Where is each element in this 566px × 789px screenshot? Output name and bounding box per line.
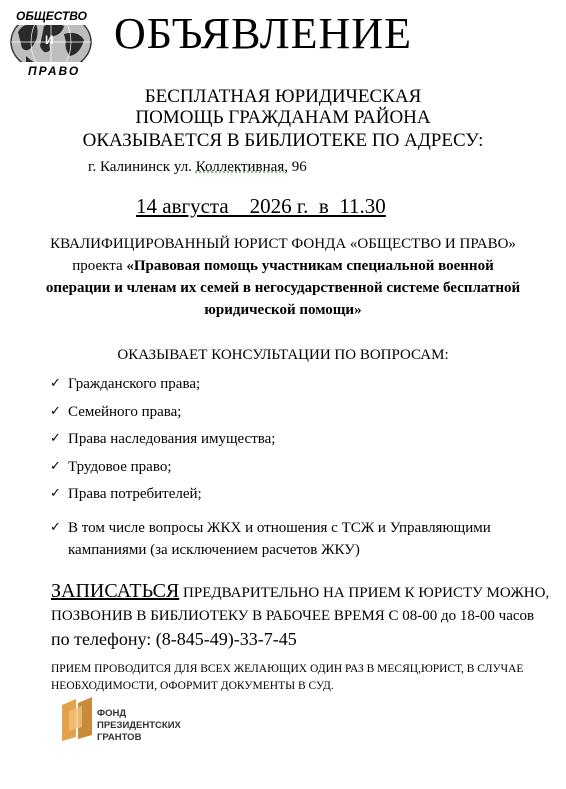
list-item xyxy=(50,428,550,456)
logo-middle-text: И xyxy=(45,33,54,47)
reception-note: ПРИЕМ ПРОВОДИТСЯ ДЛЯ ВСЕХ ЖЕЛАЮЩИХ ОДИН РАЗ В МЕСЯЦ,ЮРИСТ, В СЛУЧАЕ НЕОБХОДИМОСТИ, ОФОРМИТ ДОКУМЕНТЫ В СУД. xyxy=(51,663,524,692)
signup-lead: ЗАПИСАТЬСЯ xyxy=(51,580,180,602)
signup-text xyxy=(51,580,551,653)
list-item xyxy=(50,401,550,429)
page-title: ОБЪЯВЛЕНИЕ xyxy=(114,9,412,58)
fund-name-line-1: ФОНД xyxy=(97,708,127,719)
list-item-label: Права потребителей; xyxy=(68,486,202,502)
logo-top-text: ОБЩЕСТВО xyxy=(16,9,87,23)
fund-name-line-2: ПРЕЗИДЕНТСКИХ xyxy=(97,720,181,731)
consult-heading: ОКАЗЫВАЕТ КОНСУЛЬТАЦИИ ПО ВОПРОСАМ: xyxy=(117,347,449,363)
logo-bottom-text: ПРАВО xyxy=(28,64,81,78)
list-item xyxy=(50,456,550,484)
check-icon: ✓ xyxy=(50,519,61,535)
list-item-label: В том числе вопросы ЖКХ и отношения с ТСЖ и Управляющими кампаниями (за исключением расчетов ЖКУ) xyxy=(68,519,491,558)
subtitle-line-3: ОКАЗЫВАЕТСЯ В БИБЛИОТЕКЕ ПО АДРЕСУ: xyxy=(82,130,484,151)
project-name: «Правовая помощь участникам специальной военной операции и членам их семей в негосударственной системе бесплатной юридической помощи» xyxy=(45,258,521,318)
check-icon: ✓ xyxy=(50,403,61,419)
check-icon: ✓ xyxy=(50,458,61,474)
address-prefix: г. Калининск ул. xyxy=(88,159,196,175)
society-and-law-logo xyxy=(4,4,98,82)
presidential-grants-fund-logo xyxy=(60,697,210,747)
list-item-label: Права наследования имущества; xyxy=(68,431,276,447)
address-street: Коллективная xyxy=(195,159,285,175)
topics-list xyxy=(50,373,550,561)
organization-text xyxy=(40,233,526,321)
check-icon: ✓ xyxy=(50,376,61,391)
fund-emblem-icon xyxy=(60,697,96,743)
subtitle-line-1: БЕСПЛАТНАЯ ЮРИДИЧЕСКАЯ xyxy=(144,86,422,107)
subtitle-line-2: ПОМОЩЬ ГРАЖДАНАМ РАЙОНА xyxy=(135,107,431,128)
list-item-label: Гражданского права; xyxy=(68,376,201,392)
phone-number: по телефону: (8-845-49)-33-7-45 xyxy=(51,629,297,649)
signup-body: ПРЕДВАРИТЕЛЬНО НА ПРИЕМ К ЮРИСТУ МОЖНО, ПОЗВОНИВ В БИБЛИОТЕКУ В РАБОЧЕЕ ВРЕМЯ С 08-00 до 18-00 часов xyxy=(51,585,550,624)
event-date: 14 августа 2026 г. в 11.30 xyxy=(136,194,386,218)
list-item xyxy=(50,373,550,401)
address xyxy=(88,159,307,176)
list-item-label: Трудовое право; xyxy=(68,458,172,475)
list-item xyxy=(50,517,550,561)
list-item-label: Семейного права; xyxy=(68,403,182,420)
check-icon: ✓ xyxy=(50,431,61,446)
list-item xyxy=(50,483,550,511)
check-icon: ✓ xyxy=(50,486,61,501)
org-plain: КВАЛИФИЦИРОВАННЫЙ ЮРИСТ ФОНДА «ОБЩЕСТВО И ПРАВО» проекта xyxy=(50,236,516,274)
fund-name xyxy=(97,708,181,744)
fund-name-line-3: ГРАНТОВ xyxy=(97,732,142,743)
address-number: , 96 xyxy=(284,159,307,175)
